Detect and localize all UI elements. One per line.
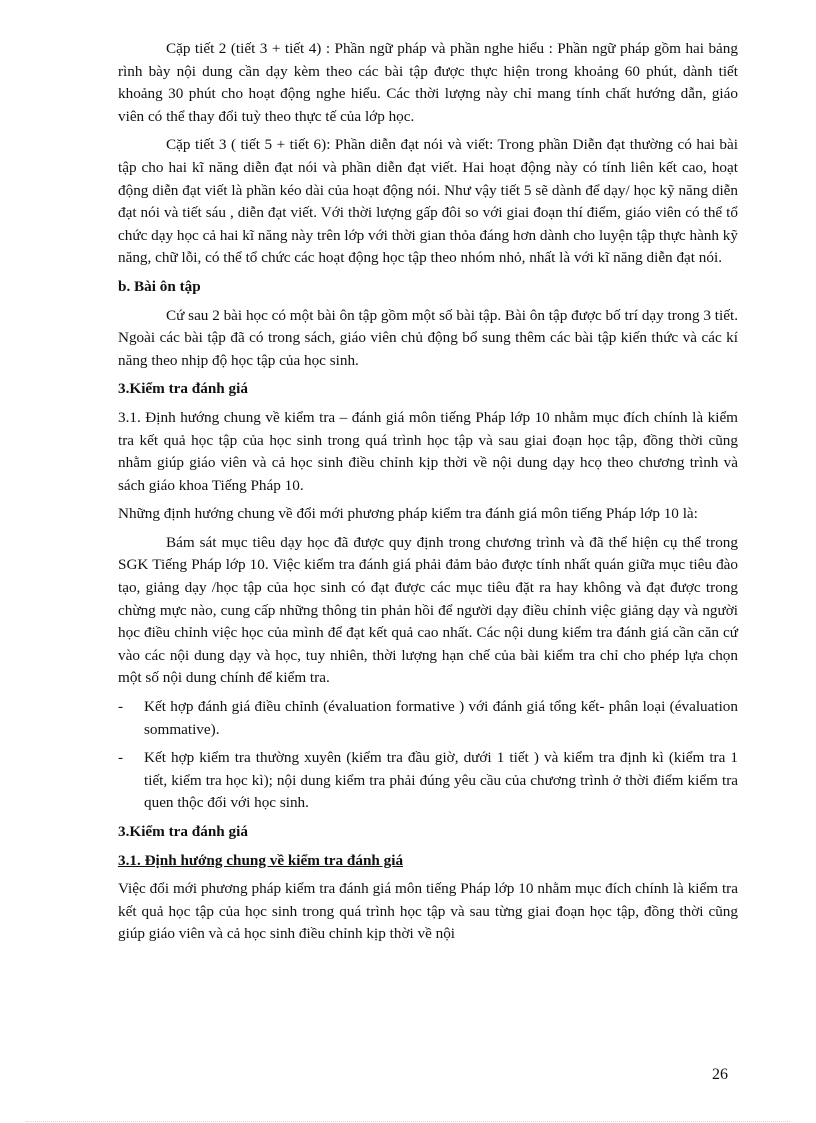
bullet-dash: - [118, 698, 124, 716]
document-page [118, 38, 738, 952]
page-number: 26 [712, 1066, 728, 1083]
paragraph: 3.1. Định hướng chung về kiểm tra – đánh giá môn tiếng Pháp lớp 10 nhằm mục đích chính là kiểm tra kết quả học tập của học sinh trong quá trình học tập và sau giai đoạn học tập, đồng thời cũng nhằm giúp giáo viên và cả học sinh điều chỉnh kịp thời về nội dung dạy hcọ theo chương trình và sách giáo khoa Tiếng Pháp 10. [118, 408, 738, 494]
page-divider [26, 1121, 790, 1122]
paragraph: Việc đổi mới phương pháp kiểm tra đánh giá môn tiếng Pháp lớp 10 nhằm mục đích chính là kiểm tra kết quả học tập của học sinh trong quá trình học tập và sau từng giai đoạn học tập, đồng thời cũng giúp giáo viên và cả học sinh điều chỉnh kịp thời về nội [118, 880, 738, 943]
paragraph: Cặp tiết 2 (tiết 3 + tiết 4) : Phần ngữ pháp và phần nghe hiểu : Phần ngữ pháp gồm hai bảng rình bày nội dung cần dạy kèm theo các bài tập được thực hiện trong khoảng 60 phút, dành tiết khoảng 30 phút cho hoạt động nghe hiểu. Các thời lượng này chỉ mang tính chất hướng dẫn, giáo viên có thể thay đổi tuỳ theo thực tế của lớp học. [118, 40, 738, 125]
list-item-text: Kết hợp đánh giá điều chỉnh (évaluation formative ) với đánh giá tổng kết- phân loại (évaluation sommative). [144, 698, 738, 738]
list-item-text: Kết hợp kiểm tra thường xuyên (kiểm tra đầu giờ, dưới 1 tiết ) và kiểm tra định kì (kiểm tra 1 tiết, kiểm tra học kì); nội dung kiểm tra phải đúng yêu cầu của chương trình ở thời điểm kiểm tra quen thộc đối với học sinh. [144, 749, 738, 812]
subsection-heading: 3.1. Định hướng chung về kiểm tra đánh giá [118, 851, 404, 869]
section-heading: 3.Kiểm tra đánh giá [118, 380, 248, 398]
paragraph: Cặp tiết 3 ( tiết 5 + tiết 6): Phần diễn đạt nói và viết: Trong phần Diễn đạt thường có hai bài tập cho hai kĩ năng diễn đạt nói và phần diễn đạt viết. Hai hoạt động này có tính liên kết cao, hoạt động diễn đạt viết là phần kéo dài của hoạt động nói. Như vậy tiết 5 sẽ dành để dạy/ học kỹ năng diễn đạt nói và tiết sáu , diễn đạt viết. Với thời lượng gấp đôi so với giai đoạn thí điểm, giáo viên có thể tổ chức dạy học cả hai kĩ năng này trên lớp với thời gian thỏa đáng hơn dành cho luyện tập thực hành kỹ năng, chữ lỗi, có thể tổ chức các hoạt động học tập theo nhóm nhỏ, nhất là với kĩ năng diễn đạt nói. [118, 136, 738, 267]
section-heading: b. Bài ôn tập [118, 277, 201, 295]
paragraph: Bám sát mục tiêu dạy học đã được quy định trong chương trình và đã thể hiện cụ thể trong SGK Tiếng Pháp lớp 10. Việc kiểm tra đánh giá phải đảm bảo được tính nhất quán giữa mục tiêu đào tạo, giảng dạy /học tập của học sinh có đạt được các mục tiêu đặt ra hay không và đạt được trong chừng mực nào, cung cấp những thông tin phản hồi để người dạy điều chỉnh việc giảng dạy và người học điều chỉnh việc học của mình để đạt kết quả cao nhất. Các nội dung kiểm tra đánh giá cần căn cứ vào các nội dung dạy và học, tuy nhiên, thời lượng hạn chế của bài kiểm tra chỉ cho phép lựa chọn một số nội dung chính để kiểm tra. [118, 533, 738, 687]
paragraph: Những định hướng chung về đổi mới phương pháp kiểm tra đánh giá môn tiếng Pháp lớp 10 là: [118, 505, 698, 523]
bullet-dash: - [118, 749, 124, 767]
paragraph: Cứ sau 2 bài học có một bài ôn tập gồm một số bài tập. Bài ôn tập được bố trí dạy trong 3 tiết. Ngoài các bài tập đã có trong sách, giáo viên chủ động bổ sung thêm các bài tập kiến thức và các kí năng theo nhịp độ học tập của học sinh. [118, 306, 738, 369]
list-item [118, 747, 738, 815]
list-item [118, 696, 738, 741]
section-heading: 3.Kiểm tra đánh giá [118, 823, 248, 840]
